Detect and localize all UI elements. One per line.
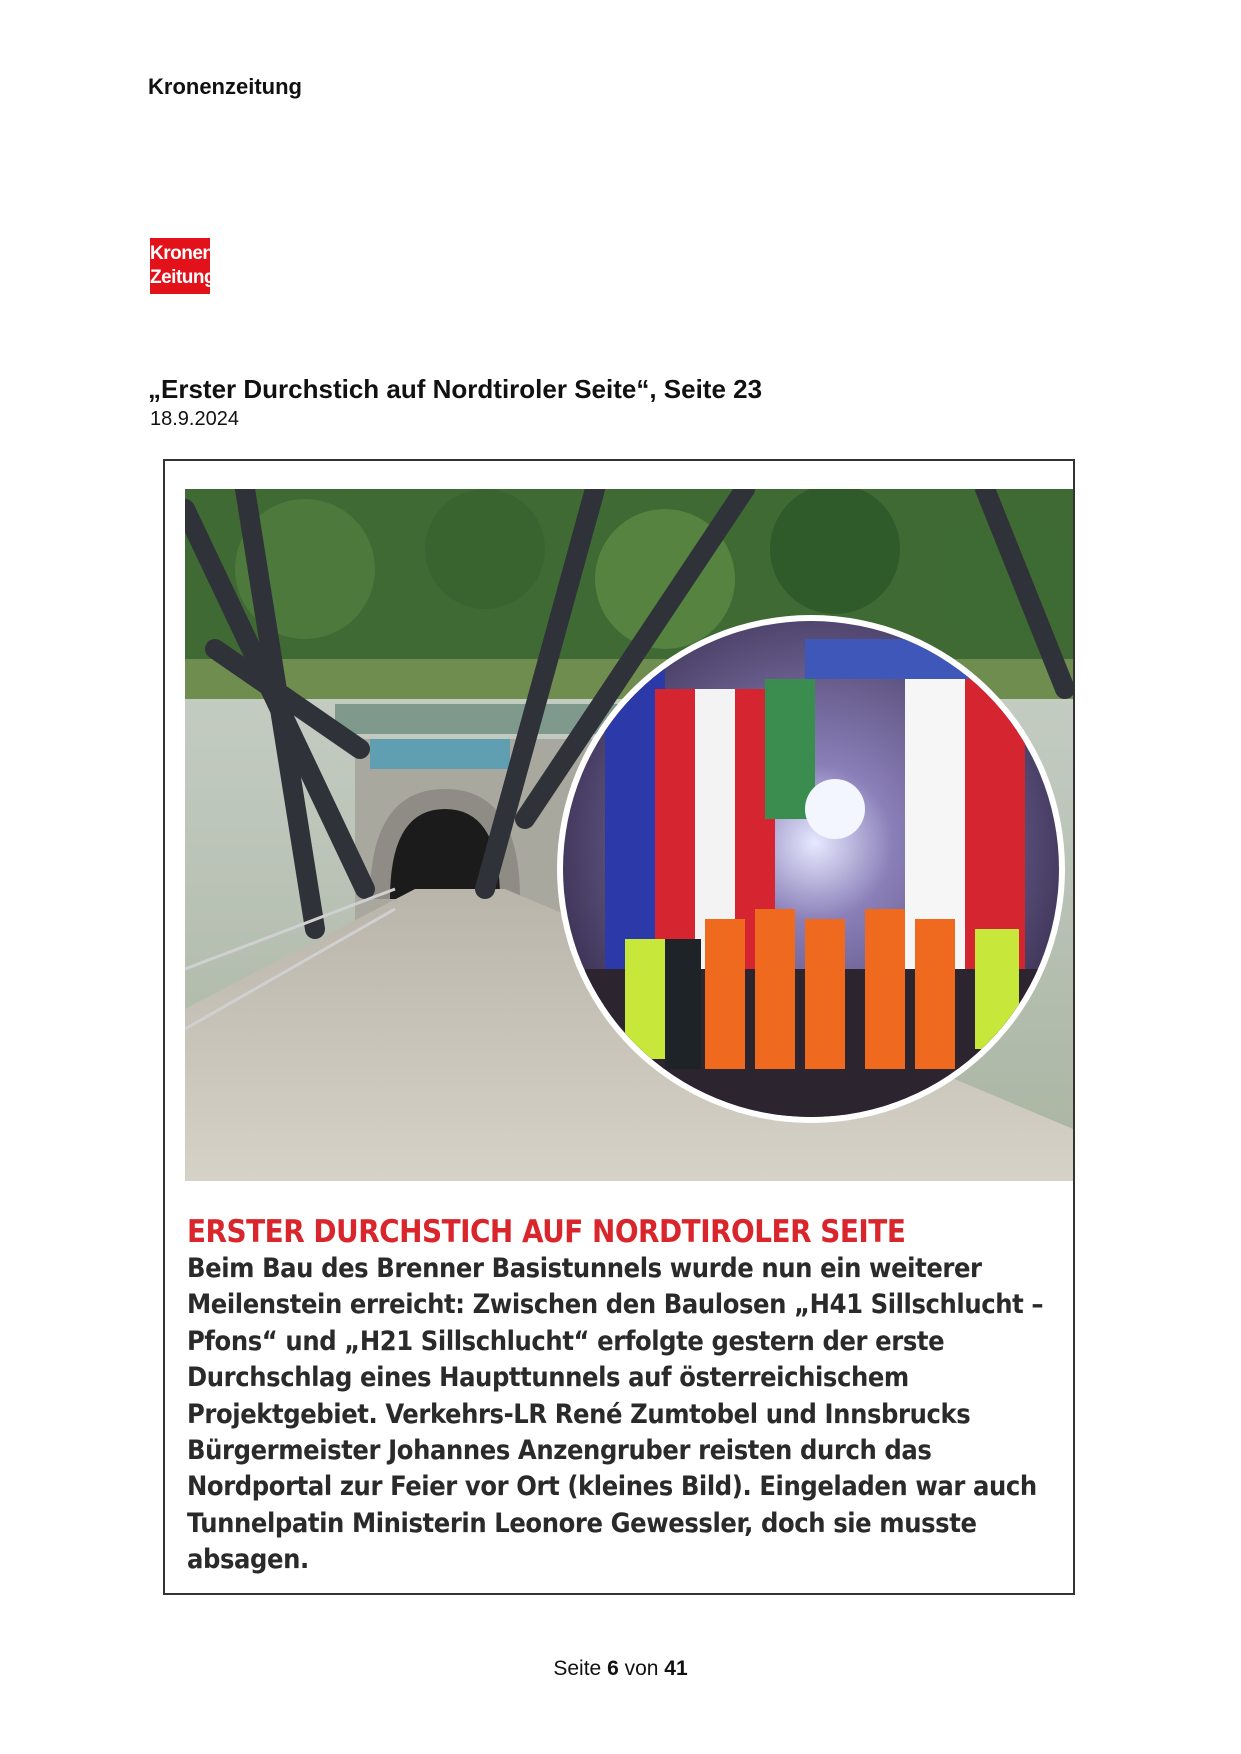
caption-text: Beim Bau des Brenner Basistunnels wurde nun ein weiterer Meilenstein erreicht: Zwischen den Baulosen „H41 Sillschlucht – Pfons“ und „H21 Sillschlucht“ erfolgte gestern der erste Durchschlag eines Haupttunnels auf österreichischem Projektgebiet. Verkehrs-LR René Zumtobel und Innsbrucks Bürgermeister Johannes Anzengruber reisten durch das Nordportal zur Feier vor Ort (kleines Bild). Eingeladen war auch Tunnelpatin Ministerin Leonore Gewessler, doch sie musste absagen. bbox=[187, 1253, 1044, 1576]
footer-middle: von bbox=[624, 1657, 659, 1680]
footer-total-pages: 41 bbox=[664, 1657, 688, 1680]
clipping-caption bbox=[187, 1213, 1067, 1579]
page-footer bbox=[0, 1657, 1241, 1681]
article-headline: „Erster Durchstich auf Nordtiroler Seite“, Seite 23 bbox=[148, 374, 763, 404]
article-photo bbox=[185, 489, 1073, 1181]
kronen-zeitung-logo bbox=[150, 238, 216, 294]
footer-prefix: Seite bbox=[553, 1657, 602, 1680]
article-date: 18.9.2024 bbox=[150, 408, 239, 430]
caption-title: ERSTER DURCHSTICH AUF NORDTIROLER SEITE bbox=[187, 1214, 906, 1250]
footer-current-page: 6 bbox=[607, 1657, 619, 1680]
logo-line-1: Kronen bbox=[150, 243, 214, 264]
newspaper-clipping bbox=[163, 459, 1075, 1595]
logo-line-2: Zeitung bbox=[150, 267, 216, 288]
source-label: Kronenzeitung bbox=[148, 74, 302, 99]
